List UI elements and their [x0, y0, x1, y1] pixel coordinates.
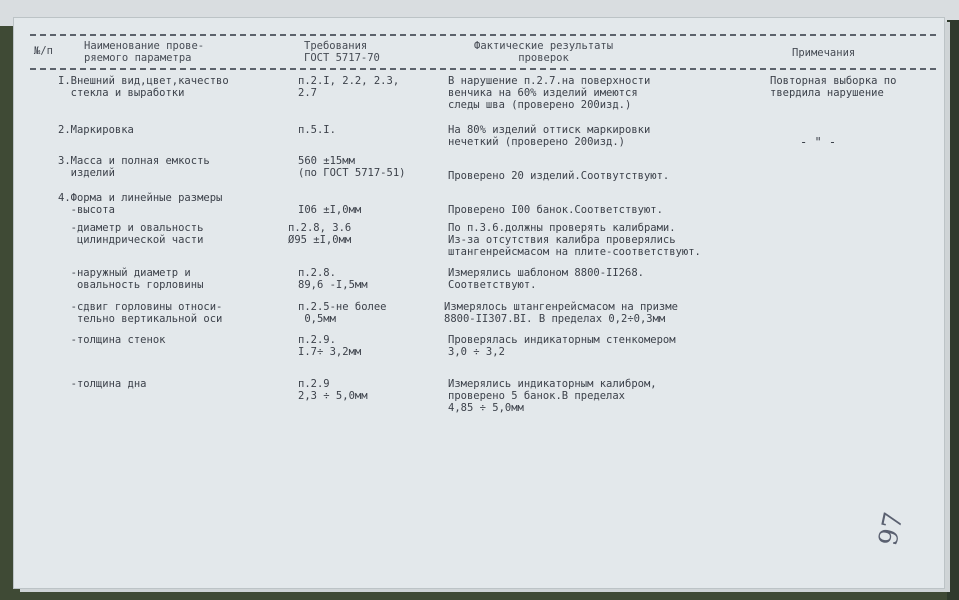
row-1-note: Повторная выборка по твердила нарушение [770, 75, 897, 99]
row-2-note: - " - [800, 135, 837, 149]
row-2-param: 2.Маркировка [58, 124, 134, 136]
row-1-result: В нарушение п.2.7.на поверхности венчика на 60% изделий имеются следы шва (проверено 200изд.) [448, 75, 651, 111]
row-6-req: п.2.8. 89,6 -I,5мм [298, 267, 368, 291]
header-requirements: Требования ГОСТ 5717-70 [304, 40, 380, 64]
row-4-result: Проверено I00 банок.Соответствуют. [448, 204, 663, 216]
row-2-req: п.5.I. [298, 124, 336, 136]
row-3-result: Проверено 20 изделий.Соотвутствуют. [448, 170, 670, 182]
row-6-result: Измерялись шаблоном 8800-II268. Соответствуют. [448, 267, 644, 291]
row-2-result: На 80% изделий оттиск маркировки нечеткий (проверено 200изд.) [448, 124, 651, 148]
row-7-req: п.2.5-не более 0,5мм [298, 301, 387, 325]
row-4-req: I06 ±I,0мм [298, 204, 362, 216]
row-7-param: -сдвиг горловины относи- тельно вертикальной оси [70, 301, 223, 325]
row-3-param: 3.Масса и полная емкость изделий [58, 155, 210, 179]
header-param: Наименование прове- ряемого параметра [84, 40, 205, 64]
header-num: №/п [34, 45, 53, 57]
header-bottom-rule [30, 68, 936, 70]
document-page [14, 18, 944, 588]
row-6-param: -наружный диаметр и овальность горловины [70, 267, 204, 291]
row-8-req: п.2.9. I.7÷ 3,2мм [298, 334, 362, 358]
row-9-req: п.2.9 2,3 ÷ 5,0мм [298, 378, 368, 402]
row-1-req: п.2.I, 2.2, 2.3, 2.7 [298, 75, 400, 99]
row-4-param: 4.Форма и линейные размеры -высота [58, 192, 223, 216]
header-results: Фактические результаты проверок [474, 40, 614, 64]
header-top-rule [30, 34, 936, 36]
row-8-param: -толщина стенок [58, 334, 166, 346]
header-notes: Примечания [792, 47, 856, 59]
row-9-param: -толщина дна [58, 378, 147, 390]
row-8-result: Проверялась индикаторным стенкомером 3,0 ÷ 3,2 [448, 334, 676, 358]
row-5-result: По п.3.6.должны проверять калибрами. Из-за отсутствия калибра проверялись штангенрейсмасом на плите-соответствуют. [448, 222, 701, 258]
row-1-param: I.Внешний вид,цвет,качество стекла и выработки [58, 75, 229, 99]
row-5-req: п.2.8, 3.6 Ø95 ±I,0мм [288, 222, 352, 246]
row-9-result: Измерялись индикаторным калибром, проверено 5 банок.В пределах 4,85 ÷ 5,0мм [448, 378, 657, 414]
row-3-req: 560 ±15мм (по ГОСТ 5717-51) [298, 155, 406, 179]
page-number: 97 [873, 509, 910, 549]
row-7-result: Измерялось штангенрейсмасом на призме 8800-II307.ВI. В пределах 0,2÷0,3мм [444, 301, 678, 325]
binding-edge [947, 20, 959, 600]
row-5-param: -диаметр и овальность цилиндрической части [70, 222, 204, 246]
